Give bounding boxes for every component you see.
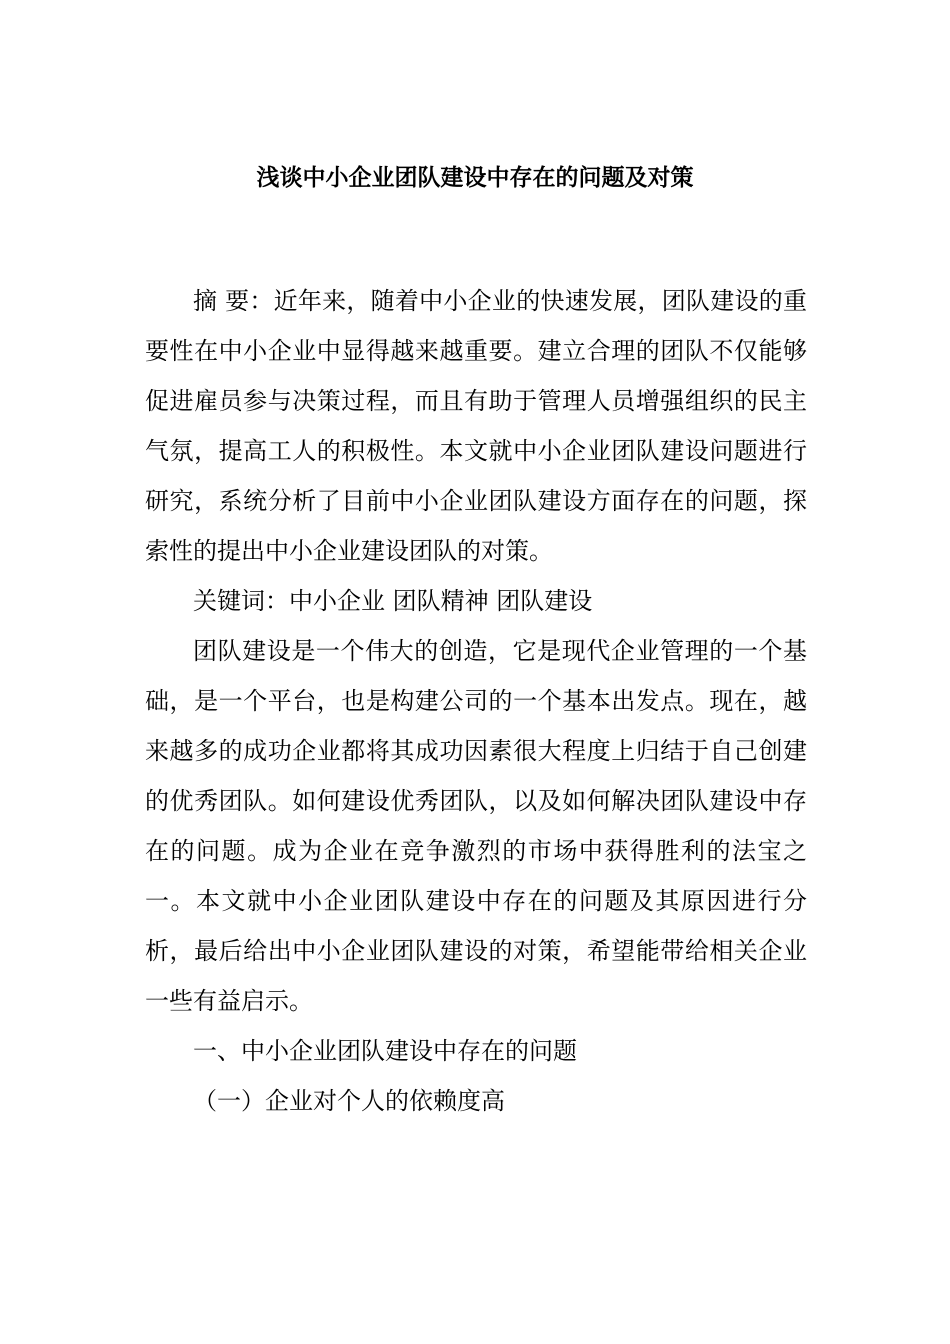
document-body [145, 276, 807, 1126]
subsection-heading: （一）企业对个人的依赖度高 [193, 1087, 505, 1115]
keywords-paragraph: 关键词：中小企业 团队精神 团队建设 [193, 587, 593, 615]
section-heading: 一、中小企业团队建设中存在的问题 [193, 1037, 577, 1065]
abstract-paragraph: 摘 要：近年来，随着中小企业的快速发展，团队建设的重要性在中小企业中显得越来越重要。建立合理的团队不仅能够促进雇员参与决策过程，而且有助于管理人员增强组织的民主气氛，提高工人的积极性。本文就中小企业团队建设问题进行研究，系统分析了目前中小企业团队建设方面存在的问题，探索性的提出中小企业建设团队的对策。 [145, 287, 807, 565]
intro-paragraph: 团队建设是一个伟大的创造，它是现代企业管理的一个基础，是一个平台，也是构建公司的一个基本出发点。现在，越来越多的成功企业都将其成功因素很大程度上归结于自己创建的优秀团队。如何建设优秀团队，以及如何解决团队建设中存在的问题。成为企业在竞争激烈的市场中获得胜利的法宝之一。本文就中小企业团队建设中存在的问题及其原因进行分析，最后给出中小企业团队建设的对策，希望能带给相关企业一些有益启示。 [145, 637, 807, 1015]
document-title: 浅谈中小企业团队建设中存在的问题及对策 [256, 165, 694, 191]
